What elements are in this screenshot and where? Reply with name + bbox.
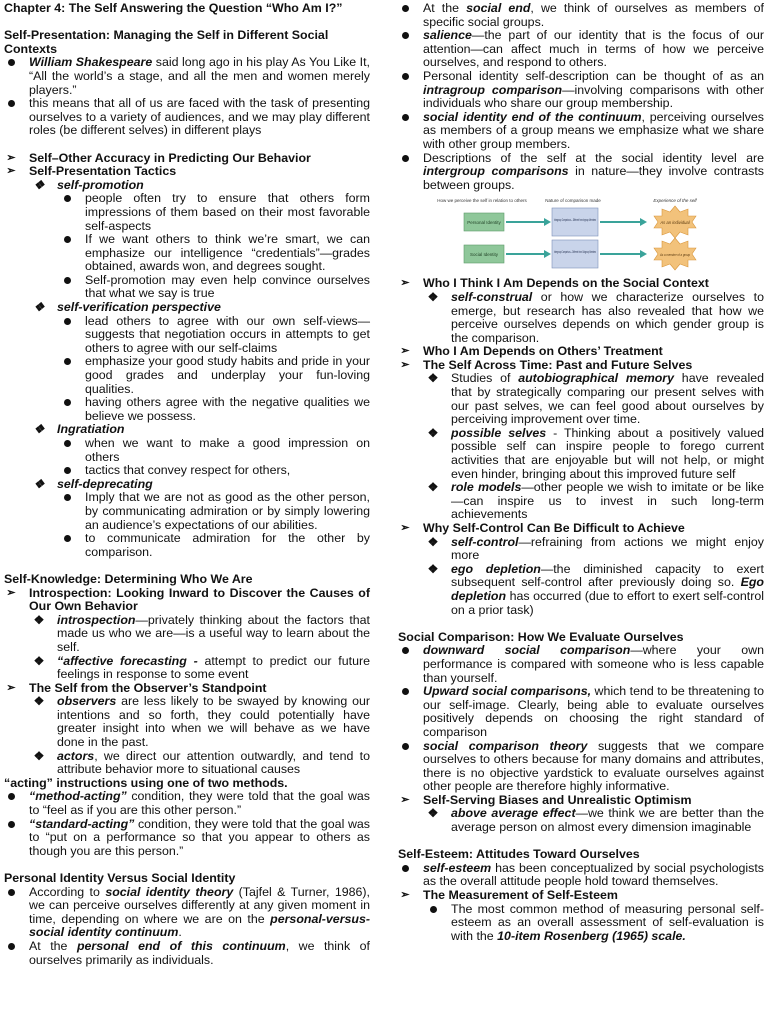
term: self-construal	[451, 289, 533, 304]
term: personal-versus-social identity continuum	[29, 911, 370, 940]
list-item	[4, 56, 370, 97]
list-item	[398, 807, 764, 834]
arrow-head-icon	[640, 218, 647, 226]
list-item	[4, 233, 370, 274]
subheading-time	[398, 359, 764, 373]
text: —privately thinking about the factors that made us who we are—is a useful way to learn about the self.	[57, 612, 370, 654]
arrow-icon: ➢	[400, 345, 410, 358]
text: tactics that convey respect for others,	[85, 463, 291, 478]
list-item	[4, 396, 370, 423]
text: when we want to make a good impression on others	[85, 436, 370, 464]
intergroup-box	[552, 240, 598, 268]
subheading-context	[398, 277, 764, 291]
figure-col2-label: Nature of comparison made	[545, 198, 601, 204]
list-item	[4, 695, 370, 749]
list-item	[4, 97, 370, 138]
bullet-icon	[398, 152, 412, 166]
term: ego depletion	[451, 561, 541, 576]
text: self-deprecating	[57, 476, 153, 491]
text: in nature—they involve contrasts between groups.	[423, 164, 765, 192]
acting-instructions: “acting” instructions using one of two methods.	[4, 775, 288, 790]
bullet-icon	[398, 740, 412, 754]
list-item	[398, 29, 764, 70]
text: , perceiving ourselves as members of a group means we emphasize what we share with other group members.	[423, 109, 764, 151]
text: Self-Presentation Tactics	[29, 164, 177, 179]
list-item	[4, 940, 370, 967]
list-item	[4, 614, 370, 655]
diamond-icon: ❖	[427, 561, 439, 576]
bullet-icon	[60, 274, 74, 288]
arrow-head-icon	[544, 218, 551, 226]
bullet-icon	[4, 818, 18, 832]
bullet-icon	[60, 532, 74, 546]
text: Ingratiation	[57, 422, 125, 437]
identity-heading: Personal Identity Versus Social Identity	[4, 871, 236, 885]
bullet-icon	[60, 315, 74, 329]
text: , we think of ourselves primarily as individuals.	[29, 938, 370, 967]
list-item	[398, 111, 764, 152]
text: said long ago in his play As You Like It, “All the world’s a stage, and all the men and women merely players.”	[29, 55, 370, 97]
term: intergroup comparisons	[423, 164, 569, 179]
subheading-control	[398, 522, 764, 536]
list-item	[398, 427, 764, 481]
bullet-icon	[398, 29, 412, 43]
text: The Measurement of Self-Esteem	[423, 888, 618, 903]
figure-col1-label: How we perceive the self in relation to others	[437, 198, 527, 204]
diamond-icon: ❖	[427, 806, 439, 821]
text: self-promotion	[57, 177, 144, 192]
text: According to	[29, 884, 106, 899]
tactic-label	[4, 478, 370, 492]
diamond-icon: ❖	[33, 300, 45, 315]
figure-col3-label: Experience of the self	[653, 198, 697, 204]
list-item	[398, 536, 764, 563]
individual-label: As an individual	[660, 220, 690, 226]
list-item	[4, 491, 370, 532]
text: Descriptions of the self at the social identity level are	[423, 150, 764, 165]
term: personal end of this continuum	[76, 938, 286, 953]
term: observers	[57, 694, 117, 709]
text: Self-Serving Biases and Unrealistic Optimism	[423, 792, 692, 807]
diamond-icon: ❖	[427, 371, 439, 386]
list-item	[398, 70, 764, 111]
diamond-icon: ❖	[427, 289, 439, 304]
tactic-label	[4, 301, 370, 315]
social-comparison-heading: Social Comparison: How We Evaluate Ourselves	[398, 629, 684, 644]
subheading-treatment	[398, 345, 764, 359]
arrow-icon: ➢	[400, 277, 410, 290]
text: —the diminished capacity to exert subsequent self-control after previously doing so.	[451, 561, 764, 590]
term: downward social comparison	[423, 643, 631, 658]
bullet-icon	[398, 685, 412, 699]
text: At the	[29, 938, 77, 953]
diamond-icon: ❖	[427, 425, 439, 440]
text: .	[178, 925, 182, 940]
bullet-icon	[4, 886, 18, 900]
text: , we direct our attention outwardly, and tend to attribute behavior more to situational causes	[57, 748, 370, 777]
term: actors	[57, 748, 95, 763]
list-item	[398, 862, 764, 889]
text: this means that all of us are faced with the task of presenting ourselves to a variety of audiences, and we may play different roles (be different selves) in different plays	[29, 96, 370, 138]
list-item	[4, 818, 370, 859]
bullet-icon	[398, 862, 412, 876]
list-item	[398, 372, 764, 426]
bullet-icon	[60, 233, 74, 247]
text: to communicate admiration for the other by comparison.	[85, 531, 370, 559]
text: —refraining from actions we might enjoy more	[451, 534, 764, 563]
text: attempt to predict our future feelings in response to some event	[57, 653, 370, 682]
arrow-head-icon	[640, 250, 647, 258]
text: which tend to be threatening to our self-image. Clearly, being able to evaluate ourselves positively depends on choosing the right standard of comparison	[423, 684, 765, 739]
arrow-icon: ➢	[400, 793, 410, 806]
right-column	[398, 2, 764, 943]
text: has occurred (due to effort to exert self-control on a prior task)	[451, 588, 764, 617]
diamond-icon: ❖	[33, 422, 45, 437]
text: —we think we are better than the average person on almost every dimension imaginable	[451, 806, 764, 835]
term: William Shakespeare	[29, 55, 153, 70]
text: Studies of	[451, 371, 519, 386]
term: role models	[451, 480, 522, 495]
bullet-icon	[60, 396, 74, 410]
term: social identity end of the continuum	[423, 109, 642, 124]
term: salience	[423, 28, 472, 43]
text: have revealed that by strategically comparing our present selves with our past selves, we can feel good about ourselves by perceiving improvement over time.	[451, 371, 764, 427]
text: Personal identity self-description can be thought of as an	[423, 68, 764, 83]
term: 10-item Rosenberg (1965) scale.	[497, 928, 686, 943]
text: Who I Am Depends on Others’ Treatment	[423, 344, 663, 359]
bullet-icon	[4, 56, 18, 70]
text: has been conceptualized by social psychologists as the overall attitude people hold toward themselves.	[423, 860, 764, 889]
social-identity-label: Social Identity	[469, 252, 499, 258]
list-item	[4, 790, 370, 817]
diamond-icon: ❖	[427, 480, 439, 495]
bullet-icon	[398, 111, 412, 125]
list-item	[398, 152, 764, 193]
list-item	[398, 740, 764, 794]
arrow-icon: ➢	[400, 889, 410, 902]
self-esteem-heading: Self-Esteem: Attitudes Toward Ourselves	[398, 847, 640, 862]
left-column	[4, 2, 370, 967]
list-item	[4, 355, 370, 396]
list-item	[398, 2, 764, 29]
list-item	[4, 750, 370, 777]
text: condition, they were told that the goal was to “feel as if you are this other person.”	[29, 789, 370, 818]
subheading-measurement	[398, 889, 764, 903]
text: —other people we wish to imitate or be like—can inspire us to invest in such long-term achievements	[451, 480, 765, 522]
term: self-control	[451, 534, 519, 549]
text: Self-promotion may even help convince ourselves that what we say is true	[85, 272, 370, 301]
diamond-icon: ❖	[427, 534, 439, 549]
diamond-icon: ❖	[33, 694, 45, 709]
bullet-icon	[398, 644, 412, 658]
text: suggests that we compare ourselves to others because for many domains and attributes, there is no objective yardstick to evaluate ourselves against other people are therefore highly informative.	[423, 738, 764, 794]
text: The Self Across Time: Past and Future Selves	[423, 357, 693, 372]
term: Ego depletion	[451, 575, 764, 603]
bullet-icon	[4, 97, 18, 111]
term: intragroup comparison	[423, 82, 563, 97]
text: Why Self-Control Can Be Difficult to Achieve	[423, 521, 685, 535]
list-item	[398, 481, 764, 522]
term: social identity theory	[105, 884, 234, 899]
bullet-icon	[398, 70, 412, 84]
bullet-icon	[60, 355, 74, 369]
subheading-biases	[398, 794, 764, 808]
term: introspection	[57, 612, 136, 627]
list-item	[4, 274, 370, 301]
list-item	[398, 563, 764, 617]
list-item	[4, 192, 370, 233]
group-label: As a member of a group	[659, 253, 690, 258]
term: above average effect	[451, 806, 576, 821]
diamond-icon: ❖	[33, 748, 45, 763]
list-item	[4, 532, 370, 559]
tactic-label	[4, 423, 370, 437]
text: —involving comparisons with other individuals who share our group membership.	[423, 82, 765, 111]
text: self-verification perspective	[57, 300, 221, 315]
intragroup-box	[552, 208, 598, 236]
subheading-tactics	[4, 165, 370, 179]
diamond-icon: ❖	[33, 612, 45, 627]
text: The Self from the Observer’s Standpoint	[29, 680, 267, 695]
subheading-accuracy	[4, 152, 370, 166]
text: At the	[423, 1, 467, 15]
term: self-esteem	[423, 860, 492, 875]
bullet-icon	[426, 903, 440, 917]
arrow-icon: ➢	[400, 358, 410, 371]
tactic-label	[4, 179, 370, 193]
term: social end	[466, 1, 531, 15]
bullet-icon	[398, 2, 412, 16]
text: people often try to ensure that others form impressions of them based on their most favorable self-aspects	[85, 191, 370, 233]
self-knowledge-heading: Self-Knowledge: Determining Who We Are	[4, 571, 253, 586]
bullet-icon	[60, 192, 74, 206]
arrow-icon: ➢	[6, 681, 16, 694]
text: , we think of ourselves as members of specific social groups.	[423, 1, 764, 29]
subheading-observer	[4, 682, 370, 696]
list-item	[398, 644, 764, 685]
bullet-icon	[60, 491, 74, 505]
arrow-icon: ➢	[6, 165, 16, 178]
text: —where your own performance is compared with someone who is less capable than yourself.	[423, 643, 764, 685]
text: Imply that we are not as good as the other person, by communicating admiration or by simply lowering an audience’s expectations of our abilities.	[85, 490, 370, 532]
self-presentation-heading: Self-Presentation: Managing the Self in Different Social Contexts	[4, 28, 329, 56]
text: If we want others to think we’re smart, we can emphasize our intelligence “credentials”—grades obtained, awards won, and degrees sought.	[85, 232, 370, 274]
text: condition, they were told that the goal was to “put on a performance so that you appear to others as though you are this person.”	[29, 816, 370, 858]
text: Who I Think I Am Depends on the Social Context	[423, 276, 709, 291]
term: social comparison theory	[423, 738, 588, 753]
bullet-icon	[60, 464, 74, 478]
identity-diagram	[437, 197, 720, 271]
arrow-icon: ➢	[400, 522, 410, 534]
list-item	[4, 464, 370, 478]
text: or how we characterize ourselves to emerge, but research has also revealed that how we perceive ourselves depends on which gender group is the comparison.	[451, 289, 764, 345]
term: autobiographical memory	[518, 371, 675, 386]
personal-identity-label: Personal Identity	[467, 220, 501, 226]
text: lead others to agree with our own self-views—suggests that negotiation occurs in attempts to get others to agree with our self-claims	[85, 313, 370, 355]
diamond-icon: ❖	[33, 653, 45, 668]
bullet-icon	[4, 790, 18, 804]
arrow-head-icon	[544, 250, 551, 258]
text: (Tajfel & Turner, 1986), we can perceive ourselves differently at any given moment in time, depending on where we are on the	[29, 884, 370, 926]
chapter-title: Chapter 4: The Self Answering the Question “Who Am I?”	[4, 1, 343, 15]
bullet-icon	[60, 437, 74, 451]
diamond-icon: ❖	[33, 476, 45, 491]
text: —the part of our identity that is the focus of our attention—can affect much in terms of how we perceive ourselves, and respond to others.	[423, 28, 764, 70]
text: emphasize your good study habits and pride in your good grades and underplay your fun-loving qualities.	[85, 354, 370, 396]
text: Self–Other Accuracy in Predicting Our Behavior	[29, 150, 311, 165]
text: - Thinking about a positively valued possible self can inspire people to forego current activities that are enjoyable but will not help, or might even hinder, bringing about this improved future self	[451, 425, 764, 481]
intragroup-label: Intragroup Comparison— Different from Ingroup Members	[554, 217, 596, 223]
text: Introspection: Looking Inward to Discover the Causes of Our Own Behavior	[29, 585, 370, 614]
list-item	[4, 886, 370, 940]
term: possible selves	[451, 425, 547, 440]
list-item	[398, 685, 764, 739]
identity-figure	[437, 197, 720, 271]
list-item	[4, 655, 370, 682]
term: “standard-acting”	[29, 816, 135, 831]
list-item	[398, 291, 764, 345]
list-item	[4, 437, 370, 464]
subheading-introspection	[4, 587, 370, 614]
term: Upward social comparisons,	[423, 684, 592, 699]
arrow-icon: ➢	[6, 151, 16, 164]
term: “affective forecasting -	[57, 653, 205, 668]
text: are less likely to be swayed by knowing our intentions and so forth, they could potentially have greater insight into when we will behave as we have done in the past.	[57, 694, 370, 750]
term: “method-acting”	[29, 789, 127, 804]
text: The most common method of measuring personal self-esteem as an overall assessment of self-evaluation is with the	[451, 901, 764, 943]
list-item	[4, 315, 370, 356]
text: having others agree with the negative qualities we believe we possess.	[85, 395, 370, 423]
intergroup-label: Intergroup Comparison— Different from Outgroup Members	[554, 249, 596, 255]
list-item	[398, 903, 764, 944]
bullet-icon	[4, 940, 18, 954]
diamond-icon: ❖	[33, 177, 45, 192]
arrow-icon: ➢	[6, 586, 16, 599]
